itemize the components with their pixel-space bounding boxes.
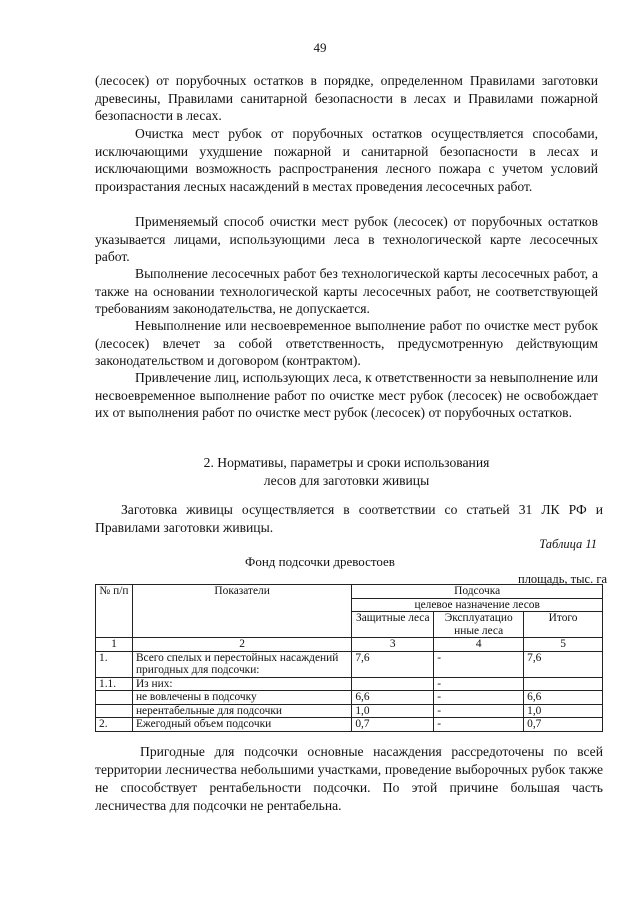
paragraph-resin-intro: Заготовка живицы осуществляется в соответствии со статьей 31 ЛК РФ и Правилами заготовки живицы.	[95, 502, 603, 535]
row-total	[524, 677, 603, 691]
section-heading-line-2: лесов для заготовки живицы	[263, 473, 430, 488]
row-num: 1.1.	[96, 677, 133, 691]
row-protective: 0,7	[352, 718, 434, 732]
paragraph-liability: Невыполнение или несвоевременное выполнение работ по очистке мест рубок (лесосек) влечет за собой ответственность, предусмотренную действующим законодательством и договором (контрактом).	[95, 318, 598, 368]
row-operational: -	[434, 691, 524, 705]
row-operational: -	[434, 651, 524, 677]
paragraph-no-release: Привлечение лиц, использующих леса, к ответственности за невыполнение или несвоевременное выполнение работ по очистке мест рубок (лесосек) не освобождает их от выполнения работ по очистке мест рубок (лесосек) от порубочных остатков.	[95, 370, 598, 420]
tapping-fund-table	[95, 584, 603, 732]
row-total: 0,7	[524, 718, 603, 732]
column-number: 2	[132, 638, 351, 652]
row-total: 1,0	[524, 704, 603, 718]
table-row	[96, 677, 603, 691]
row-num	[96, 691, 133, 705]
header-row	[96, 585, 603, 612]
row-protective: 6,6	[352, 691, 434, 705]
column-number: 1	[96, 638, 133, 652]
section-heading-line-1: 2. Нормативы, параметры и сроки использования	[203, 455, 490, 470]
row-indicator: Из них:	[132, 677, 351, 691]
row-num	[96, 704, 133, 718]
row-protective: 1,0	[352, 704, 434, 718]
row-num: 2.	[96, 718, 133, 732]
section-heading	[95, 454, 598, 490]
column-number: 3	[352, 638, 434, 652]
paragraph-cleanup-method-specified: Применяемый способ очистки мест рубок (лесосек) от порубочных остатков указывается лицами, использующими леса в технологической карте лесосечных работ.	[95, 214, 598, 264]
paragraph-cleanup-methods: Очистка мест рубок от порубочных остатков осуществляется способами, исключающими ухудшение пожарной и санитарной безопасности в лесах и исключающими возможность распространения лесного пожара с учетом условий произрастания лесных насаждений в местах проведения лесосечных работ.	[95, 126, 598, 194]
table-title: Фонд подсочки древостоев	[245, 554, 395, 569]
row-indicator: Ежегодный объем подсочки	[132, 718, 351, 732]
table-label: Таблица 11	[539, 537, 597, 551]
paragraph-cleanup-order: (лесосек) от порубочных остатков в порядке, определенном Правилами заготовки древесины, Правилами санитарной безопасности в лесах и Правилами пожарной безопасности в лесах.	[95, 73, 598, 123]
table-row	[96, 718, 603, 732]
table-row	[96, 651, 603, 677]
row-num: 1.	[96, 651, 133, 677]
row-indicator: не вовлечены в подсочку	[132, 691, 351, 705]
page-number: 49	[313, 40, 327, 55]
table-row	[96, 704, 603, 718]
header-purpose-label: целевое назначение лесов	[414, 598, 540, 611]
header-tapping-label: Подсочка	[352, 585, 602, 599]
column-number-row	[96, 638, 603, 652]
table-row	[96, 691, 603, 705]
row-total: 6,6	[524, 691, 603, 705]
header-num: № п/п	[96, 585, 133, 638]
row-protective	[352, 677, 434, 691]
column-number: 5	[524, 638, 603, 652]
paragraph-closing: Пригодные для подсочки основные насаждения рассредоточены по всей территории лесничества небольшими участками, проведение выборочных рубок также не способствует рентабельности подсочки. По этой причине большая часть лесничества для подсочки не рентабельна.	[95, 744, 603, 813]
row-operational: -	[434, 704, 524, 718]
paragraph-technological-map: Выполнение лесосечных работ без технологической карты лесосечных работ, а также на основании технологической карты лесосечных работ, не соответствующей требованиям законодательства, не допускается.	[95, 266, 598, 316]
header-tapping	[352, 585, 603, 612]
row-operational: -	[434, 718, 524, 732]
header-protective: Защитные леса	[352, 612, 434, 638]
table-unit: площадь, тыс. га	[518, 572, 607, 586]
header-total: Итого	[524, 612, 603, 638]
row-indicator: нерентабельные для подсочки	[132, 704, 351, 718]
header-indicators: Показатели	[132, 585, 351, 638]
row-total: 7,6	[524, 651, 603, 677]
row-operational: -	[434, 677, 524, 691]
column-number: 4	[434, 638, 524, 652]
row-indicator: Всего спелых и перестойных насаждений пригодных для подсочки:	[132, 651, 351, 677]
row-protective: 7,6	[352, 651, 434, 677]
header-operational: Эксплуатацио нные леса	[434, 612, 524, 638]
